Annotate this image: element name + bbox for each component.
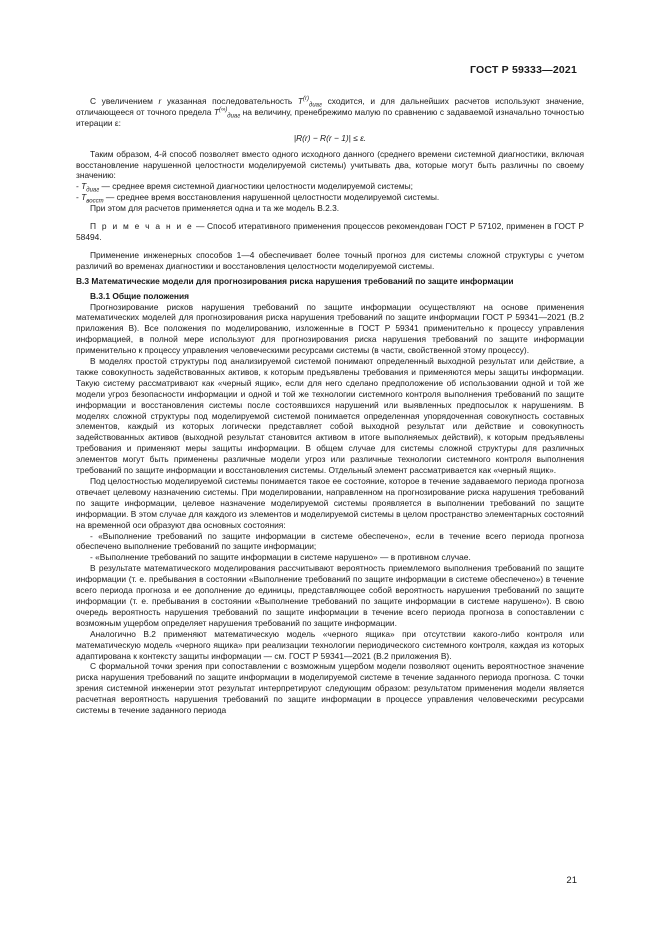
- paragraph-method-4: Таким образом, 4-й способ позволяет вместо одного исходного данного (среднего времени системной диагностики, включая восстановление нарушенной целостности моделируемой системы) учитывать два, которые могут быть различны по своему значению:: [76, 148, 584, 181]
- list-item: - «Выполнение требований по защите информации в системе обеспечено», если в течение всего периода прогноза обеспечено выполнение требований по защите информации;: [76, 530, 584, 552]
- paragraph-engineering-methods: Применение инженерных способов 1—4 обеспечивает более точный прогноз для системы сложной структуры с учетом различий во временах диагностики и восстановления целостности моделируемой системы.: [76, 249, 584, 271]
- note-text: — Способ итеративного применения процессов рекомендован ГОСТ Р 57102, применен в ГОСТ Р 58494.: [76, 221, 584, 242]
- symbol-T-diag-r: $T^{(r)}_{диаг}$: [297, 96, 322, 109]
- paragraph: В результате математического моделирования рассчитывают вероятность приемлемого выполнения требований по защите информации (т. е. пребывания в состоянии «Выполнение требований по защите информации в системе обеспечено») в течение всего периода прогноза и ее дополнение до единицы, представляющее собой вероятность нарушения требований по защите информации (т. е. пребывания в состоянии «Выполнение требований по защите информации в системе нарушено»). В свою очередь вероятность нарушения требований по защите информации в течение всего периода прогноза в сопоставлении с возможным ущербом определяет нарушения требований по защите информации.: [76, 563, 584, 628]
- symbol-T-vosst: $T_{восст}$: [81, 192, 104, 205]
- symbol-T-diag: $T_{диаг}$: [81, 181, 100, 195]
- symbol-r: r: [158, 96, 162, 106]
- note-label: П р и м е ч а н и е: [90, 221, 194, 232]
- paragraph: С формальной точки зрения при сопоставлении с возможным ущербом модели позволяют оценить вероятностное значение риска нарушения требований по защите информации в моделируемой системе в течение заданного периода прогноза. С точки зрения системной инженерии этот результат интерпретируют следующим образом: результатом применения модели является расчетная вероятность нарушения требований по защите информации в процессе управления человеческими ресурсами системы в течение заданного периода: [76, 661, 584, 716]
- paragraph: Под целостностью моделируемой системы понимается такое ее состояние, которое в течение задаваемого периода прогноза отвечает целевому назначению системы. При моделировании, направленном на прогнозирование риска нарушения требований по защите информации, целевое назначение моделируемой системы проявляется в выполнении требований по защите информации. В этом случае для каждого из элементов и моделируемой системы в целом пространство элементарных состояний на временной оси образуют два основных состояния:: [76, 476, 584, 530]
- dash-item-t-diag: - $T_{диаг}$ — среднее время системной диагностики целостности моделируемой системы;: [76, 181, 413, 195]
- page-number: 21: [566, 875, 577, 886]
- paragraph: Аналогично В.2 применяют математическую модель «черного ящика» при отсутствии какого-либо контроля или математическую модель «черного ящика» при реализации технологии периодического системного контроля, каждая из которых адаптирована к контексту защиты информации — см. ГОСТ Р 59341—2021 (В.2 приложения В).: [76, 628, 584, 661]
- dash-item-t-vosst: - $T_{восст}$ — среднее время восстановления нарушенной целостности моделируемой системы.: [76, 192, 440, 205]
- paragraph: В моделях простой структуры под анализируемой системой понимают определенный выходной результат или действие, а также совокупность задействованных активов, к которым предъявлены требования и применяются меры защиты информации. Такую систему рассматривают как «черный ящик», если для него сделано предположение об использовании одной и той же модели угроз безопасности информации и одной и той же технологии системного контроля выполнения требований по защите информации и восстановления системы после состоявшихся нарушений или выявленных предпосылок к нарушениям. В моделях сложной структуры под моделируемой системой понимается определенная упорядоченная совокупность составных элементов, каждый из которых логически представляет собой выходной результат или действие и совокупность задействованных активов (выходной результат становится активом в итоге выполняемых действий), к которым предъявлены требования и применяют меры защиты информации. В общем случае для системы сложной структуры для различных элементов могут быть применены различные модели угроз или различные технологии системного контроля выполнения требований по защите информации и восстановления системы. Отдельный элемент рассматривается как «черный ящик».: [76, 356, 584, 476]
- document-header: ГОСТ Р 59333—2021: [469, 64, 577, 76]
- formula-convergence: |R(r) − R(r − 1)| ≤ ε.: [293, 132, 367, 143]
- text-run: С увеличением: [90, 96, 159, 106]
- list-item: - «Выполнение требований по защите информации в системе нарушено» — в противном случае.: [90, 552, 471, 563]
- text-run: указанная последовательность: [161, 96, 298, 106]
- text-run: на величину, пренебрежимо малую по сравнению с задаваемой изначально точностью итерации ε:: [76, 106, 584, 128]
- paragraph: Прогнозирование рисков нарушения требований по защите информации осуществляют на основе применения математических моделей для прогнозирования риска нарушения требований по защите информации ГОСТ Р 59341—2021 (В.2 приложения В). Все положения по моделированию, изложенные в ГОСТ Р 59341 применительно к процессу управления информацией, в полной мере используют для прогнозирования риска нарушения требований по защите информации применительно к процессу управления человеческими ресурсами системы (в части, свойственной этому процессу).: [76, 301, 584, 356]
- text-run: сходится, и для дальнейших расчетов используют значение, отличающееся от точного предела: [76, 96, 584, 117]
- symbol-T-diag-inf: $T^{(\infty)}_{диаг}$: [213, 106, 241, 120]
- paragraph-same-model: При этом для расчетов применяется одна и та же модель В.2.3.: [90, 203, 340, 214]
- note: [76, 221, 584, 243]
- document-body: [76, 96, 584, 716]
- section-heading-b31: В.3.1 Общие положения: [90, 290, 189, 301]
- paragraph-convergence: [76, 96, 584, 129]
- section-heading-b3: В.3 Математические модели для прогнозирования риска нарушения требований по защите информации: [76, 275, 514, 286]
